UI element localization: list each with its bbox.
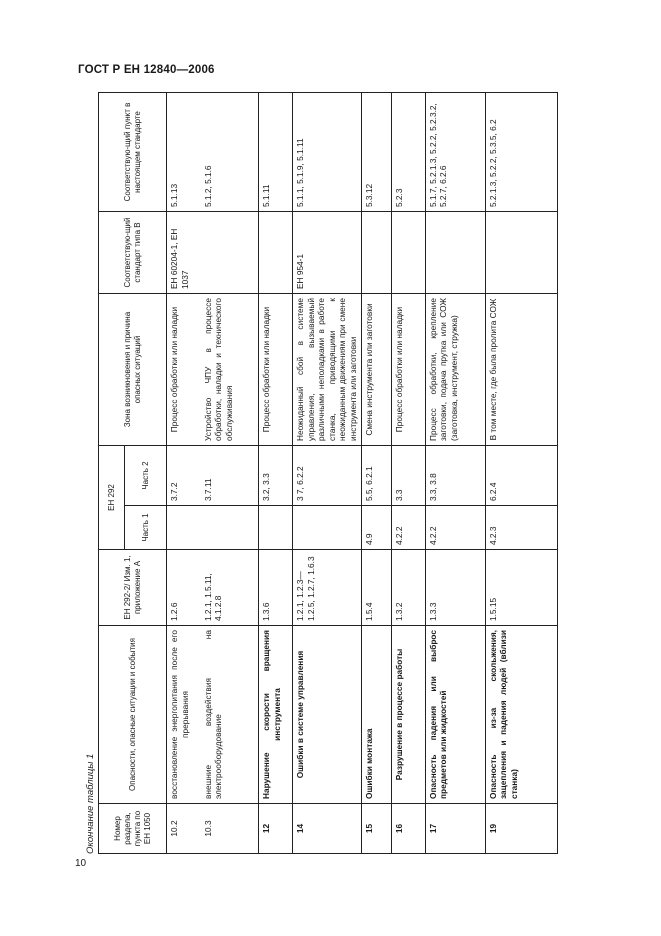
cell-zone: В том месте, где была пролита СОЖ xyxy=(485,294,557,446)
cell-part1: 4.2.3 xyxy=(485,506,557,550)
cell-zone: Процесс обработки или наладки xyxy=(259,294,293,446)
col-header-num: Номер раздела, пункта по ЕН 1050 xyxy=(99,804,167,854)
col-header-hazard: Опасности, опасные ситуации и события xyxy=(99,626,167,804)
cell-part2: 6.2.4 xyxy=(485,446,557,506)
cell-hazard: Ошибки в системе управления xyxy=(293,626,362,804)
cell-part1: 4.2.2 xyxy=(391,506,425,550)
cell-zone: Процесс обработки, крепление заготовки, подача прутка или СОЖ (заготовка, инструмент, стружка) xyxy=(425,294,485,446)
cell-clause: 5.2.1.3, 5.2.2, 5.3.5, 6.2 xyxy=(485,93,557,212)
cell-part1: 4.2.2 xyxy=(425,506,485,550)
cell-std-b xyxy=(259,212,293,294)
cell-std-b xyxy=(425,212,485,294)
cell-num: 10.3 xyxy=(201,804,259,854)
cell-en292-2: 1.5.15 xyxy=(485,550,557,626)
cell-part1 xyxy=(293,506,362,550)
cell-num: 19 xyxy=(485,804,557,854)
cell-clause: 5.1.11 xyxy=(259,93,293,212)
cell-part2: 3 7, 6.2.2 xyxy=(293,446,362,506)
col-header-part1: Часть 1 xyxy=(125,506,167,550)
cell-std-b xyxy=(201,212,259,294)
cell-part1 xyxy=(167,506,201,550)
table-row xyxy=(361,93,391,854)
table-row xyxy=(485,93,557,854)
cell-part2: 3.3, 3.8 xyxy=(425,446,485,506)
cell-zone: Неожиданный сбой в системе управления, вызываемый различными неполадками в работе станка, приводящими к неожиданным движениям при смене инструмента или заготовки xyxy=(293,294,362,446)
table-row xyxy=(425,93,485,854)
cell-clause: 5.1.7, 5.2.1.3, 5.2.2, 5.2.3.2, 5.2.7, 6.2.6 xyxy=(425,93,485,212)
cell-hazard: внешние воздействия на электрооборудование xyxy=(201,626,259,804)
cell-en292-2: 1.3.6 xyxy=(259,550,293,626)
cell-clause: 5.1.2, 5.1.6 xyxy=(201,93,259,212)
rotated-table-block xyxy=(85,93,555,854)
cell-num: 15 xyxy=(361,804,391,854)
cell-zone: Устройство ЧПУ в процессе обработки, наладки и технического обслуживания xyxy=(201,294,259,446)
cell-hazard: Опасность из-за скольжения, зацепления и падения людей (вблизи станка) xyxy=(485,626,557,804)
cell-part1 xyxy=(201,506,259,550)
cell-clause: 5.2.3 xyxy=(391,93,425,212)
cell-clause: 5.1.13 xyxy=(167,93,201,212)
table-row xyxy=(391,93,425,854)
cell-std-b xyxy=(361,212,391,294)
cell-num: 14 xyxy=(293,804,362,854)
cell-clause: 5.3.12 xyxy=(361,93,391,212)
cell-zone: Смена инструмента или заготовки xyxy=(361,294,391,446)
cell-part2: 3.3 xyxy=(391,446,425,506)
table-row xyxy=(167,93,201,854)
col-header-std-b: Соответствую-щий стандарт типа В xyxy=(99,212,167,294)
cell-hazard: восстановление энергопитания после его прерывания xyxy=(167,626,201,804)
cell-std-b xyxy=(391,212,425,294)
cell-hazard: Ошибки монтажа xyxy=(361,626,391,804)
cell-clause: 5.1.1, 5.1.9, 5.1.11 xyxy=(293,93,362,212)
cell-std-b: ЕН 954-1 xyxy=(293,212,362,294)
cell-hazard: Нарушение скорости вращения инструмента xyxy=(259,626,293,804)
cell-part2: 3.2, 3.3 xyxy=(259,446,293,506)
cell-hazard: Разрушение в процессе работы xyxy=(391,626,425,804)
cell-hazard: Опасность падения или выброс предметов или жидкостей xyxy=(425,626,485,804)
col-header-en292-2: ЕН 292-2/ Изм. 1, приложение А xyxy=(99,550,167,626)
table-caption: Окончание таблицы 1 xyxy=(85,753,96,854)
cell-std-b xyxy=(485,212,557,294)
cell-num: 16 xyxy=(391,804,425,854)
page-number: 10 xyxy=(75,858,87,869)
cell-en292-2: 1.5.4 xyxy=(361,550,391,626)
cell-en292-2: 1.2.1, 1.5.11, 4.1.2.8 xyxy=(201,550,259,626)
table-row xyxy=(201,93,259,854)
cell-en292-2: 1.3.2 xyxy=(391,550,425,626)
col-header-zone: Зона возникновения и причина опасных ситуаций xyxy=(99,294,167,446)
cell-part1 xyxy=(259,506,293,550)
col-header-part2: Часть 2 xyxy=(125,446,167,506)
cell-zone: Процесс обработки или наладки xyxy=(391,294,425,446)
cell-zone: Процесс обработки или наладки xyxy=(167,294,201,446)
table-row xyxy=(259,93,293,854)
document-header: ГОСТ Р ЕН 12840—2006 xyxy=(78,64,215,76)
cell-part2: 5.5, 6.2.1 xyxy=(361,446,391,506)
cell-part2: 3.7.11 xyxy=(201,446,259,506)
cell-en292-2: 1.2.1, 1.2.3—1.2.5, 1.2.7, 1.6.3 xyxy=(293,550,362,626)
cell-part2: 3.7.2 xyxy=(167,446,201,506)
cell-part1: 4.9 xyxy=(361,506,391,550)
table-row xyxy=(293,93,362,854)
cell-num: 12 xyxy=(259,804,293,854)
cell-std-b: ЕН 60204-1, ЕН 1037 xyxy=(167,212,201,294)
cell-num: 10.2 xyxy=(167,804,201,854)
col-header-clause: Соответствую-щий пункт в настоящем стандарте xyxy=(99,93,167,212)
cell-en292-2: 1.2.6 xyxy=(167,550,201,626)
cell-num: 17 xyxy=(425,804,485,854)
cell-en292-2: 1.3.3 xyxy=(425,550,485,626)
hazard-table xyxy=(98,92,558,854)
col-header-en292: ЕН 292 xyxy=(99,446,125,550)
